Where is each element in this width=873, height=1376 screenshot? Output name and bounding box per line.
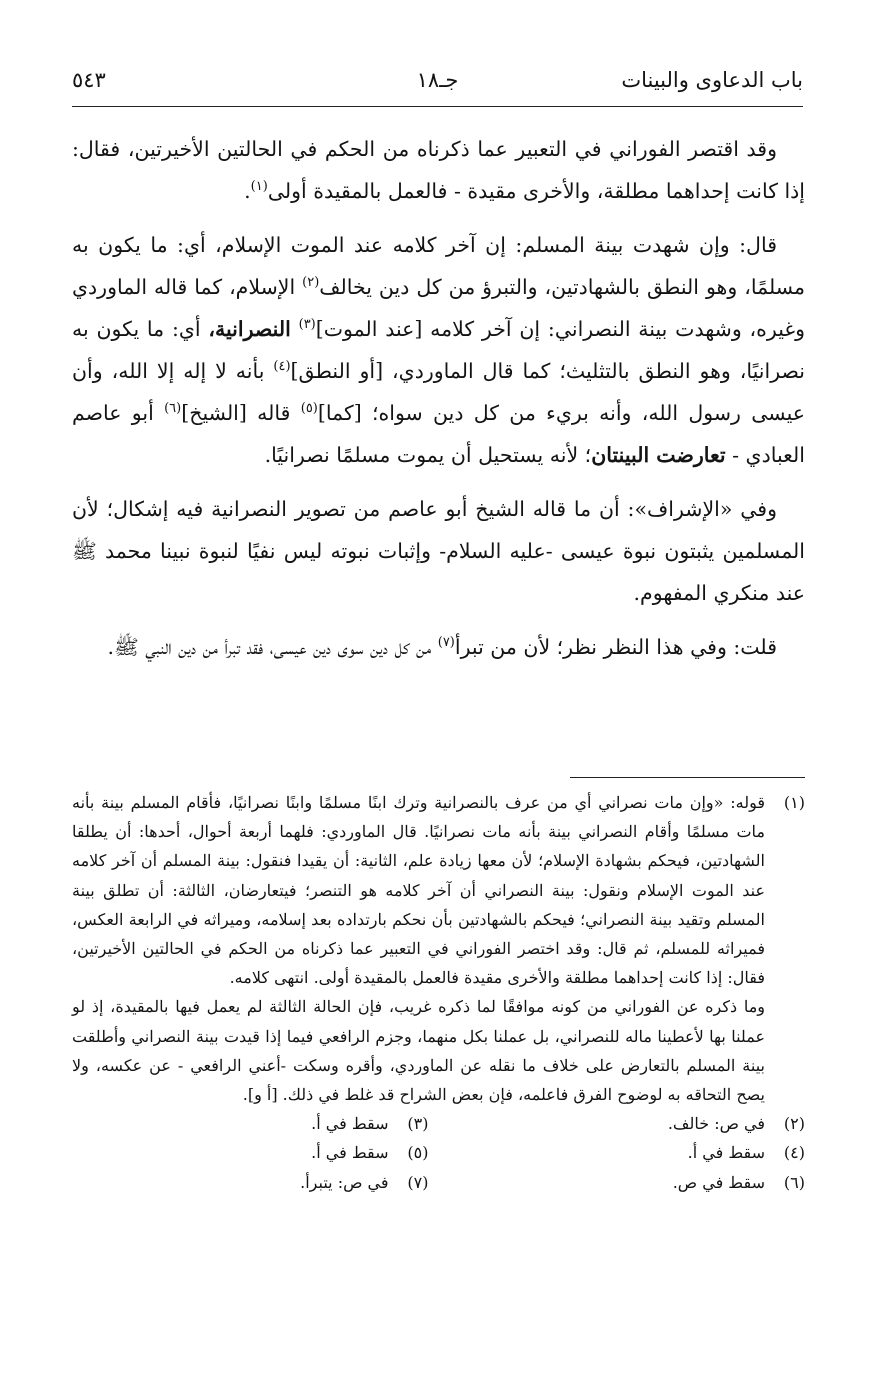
footnote-5: (٥) سقط في أ.: [311, 1143, 429, 1163]
footnote-2: (٢) في ص: خالف.: [667, 1114, 805, 1134]
footnote-6: (٦) سقط في ص.: [672, 1172, 805, 1192]
footnote-ref[interactable]: (٦): [164, 401, 182, 417]
footnote-text: قوله: «وإن مات نصراني أي من عرف بالنصرانية وترك ابنًا مسلمًا وابنًا نصرانيًا، فأقام المسلم بينة بأنه مات مسلمًا وأقام النصراني بينة بأنه مات نصرانيًا. قال الماوردي: فلهما أربعة أحوال، أحدها: أن يطلقا الشهادتين، فيحكم بشهادة الإسلام؛ لأن معها زيادة علم، الثانية: أن يقيدا فنقول: بينة المسلم أن آخر كلامه عند الموت الإسلام ونقول: بينة النصراني أن آخر كلامه هو التنصر؛ فيتعارضان، الثالثة: أن تطلق بينة المسلم وتقيد بينة النصراني؛ فيحكم بالشهادتين بأن نحكم بارتداده بعد إسلامه، وميراثه في الرابعة العكس، فميراثه للمسلم، ثم قال: وقد اختصر الفوراني في التعبير عما ذكرناه من الحكم في الحالتين الأخيرتين، فقال: إذا كانت إحداهما مطلقة والأخرى مقيدة فالعمل بالمقيدة أولى. انتهى كلامه.: [72, 793, 766, 988]
page-number: ٥٤٣: [72, 68, 106, 92]
footnote-number: (١): [783, 793, 805, 812]
footnotes: [72, 788, 805, 1197]
footnote-separator: [570, 777, 805, 778]
footnote-4: (٤) سقط في أ.: [687, 1143, 805, 1163]
footnote-text: وما ذكره عن الفوراني من كونه موافقًا لما ذكره غريب، فإن الحالة الثالثة لم يعمل فيها بالمقيدة، إذ لو عملنا بها لأعطينا ماله للنصراني، بل عملنا بكل منهما، وجزم الرافعي فيما إذا قيدت بينة النصراني وأطلقت بينة المسلم بالتعارض على خلاف ما نقله عن الماوردي، وأقره وسكت -أعني الرافعي - عن عكسه، ولا يصح التحاقه به لوضوح الفرق فاعلمه، فإن بعض الشراح قد غلط في ذلك. [أ و].: [72, 997, 765, 1105]
paragraph: قلت: وفي هذا النظر نظر؛ لأن من تبرأ$^{(٧)}$ من كل دين سوى دين عيسى، فقد تبرأ من دين النبي ﷺ.: [107, 635, 777, 659]
footnote-ref[interactable]: (٢): [302, 275, 320, 291]
running-header: [72, 66, 803, 107]
footnote-ref[interactable]: (٣): [298, 317, 316, 333]
footnote-ref[interactable]: (٧): [437, 635, 455, 651]
chapter-title: باب الدعاوى والبينات: [621, 68, 803, 92]
footnote-ref[interactable]: (٤): [273, 359, 291, 375]
footnote-1: [72, 788, 805, 1109]
bold-term: تعارضت البينتان: [591, 443, 726, 467]
main-text: [72, 128, 805, 680]
short-footnotes: [72, 1109, 805, 1197]
paragraph: وفي «الإشراف»: أن ما قاله الشيخ أبو عاصم من تصوير النصرانية فيه إشكال؛ لأن المسلمين يثبتون نبوة عيسى -عليه السلام- وإثبات نبوته ليس نفيًا لنبوة نبينا محمد ﷺ عند منكري المفهوم.: [72, 497, 805, 605]
paragraph: قال: وإن شهدت بينة المسلم: إن آخر كلامه عند الموت الإسلام، أي: ما يكون به مسلمًا، وهو النطق بالشهادتين، والتبرؤ من كل دين يخالف$^{(٢)}$ الإسلام، كما قاله الماوردي وغيره، وشهدت بينة النصراني: إن آخر كلامه [عند الموت]$^{(٣)}$ النصرانية، أي: ما يكون به نصرانيًا، وهو النطق بالتثليث؛ كما قال الماوردي، [أو النطق]$^{(٤)}$ بأنه لا إله إلا الله، وأن عيسى رسول الله، وأنه بريء من كل دين سواه؛ [كما]$^{(٥)}$ قاله [الشيخ]$^{(٦)}$ أبو عاصم العبادي - تعارضت البينتان؛ لأنه يستحيل أن يموت مسلمًا نصرانيًا.: [72, 233, 806, 467]
footnote-7: (٧) في ص: يتبرأ.: [300, 1172, 429, 1192]
volume-number: جـ١٨: [416, 68, 459, 92]
paragraph: وقد اقتصر الفوراني في التعبير عما ذكرناه من الحكم في الحالتين الأخيرتين، فقال: إذا كانت إحداهما مطلقة، والأخرى مقيدة - فالعمل بالمقيدة أولى$^{(١)}$.: [72, 137, 805, 203]
footnote-ref[interactable]: (١): [250, 179, 268, 195]
footnote-3: (٣) سقط في أ.: [311, 1114, 429, 1134]
footnote-ref[interactable]: (٥): [300, 401, 318, 417]
bold-term: النصرانية،: [208, 317, 291, 341]
